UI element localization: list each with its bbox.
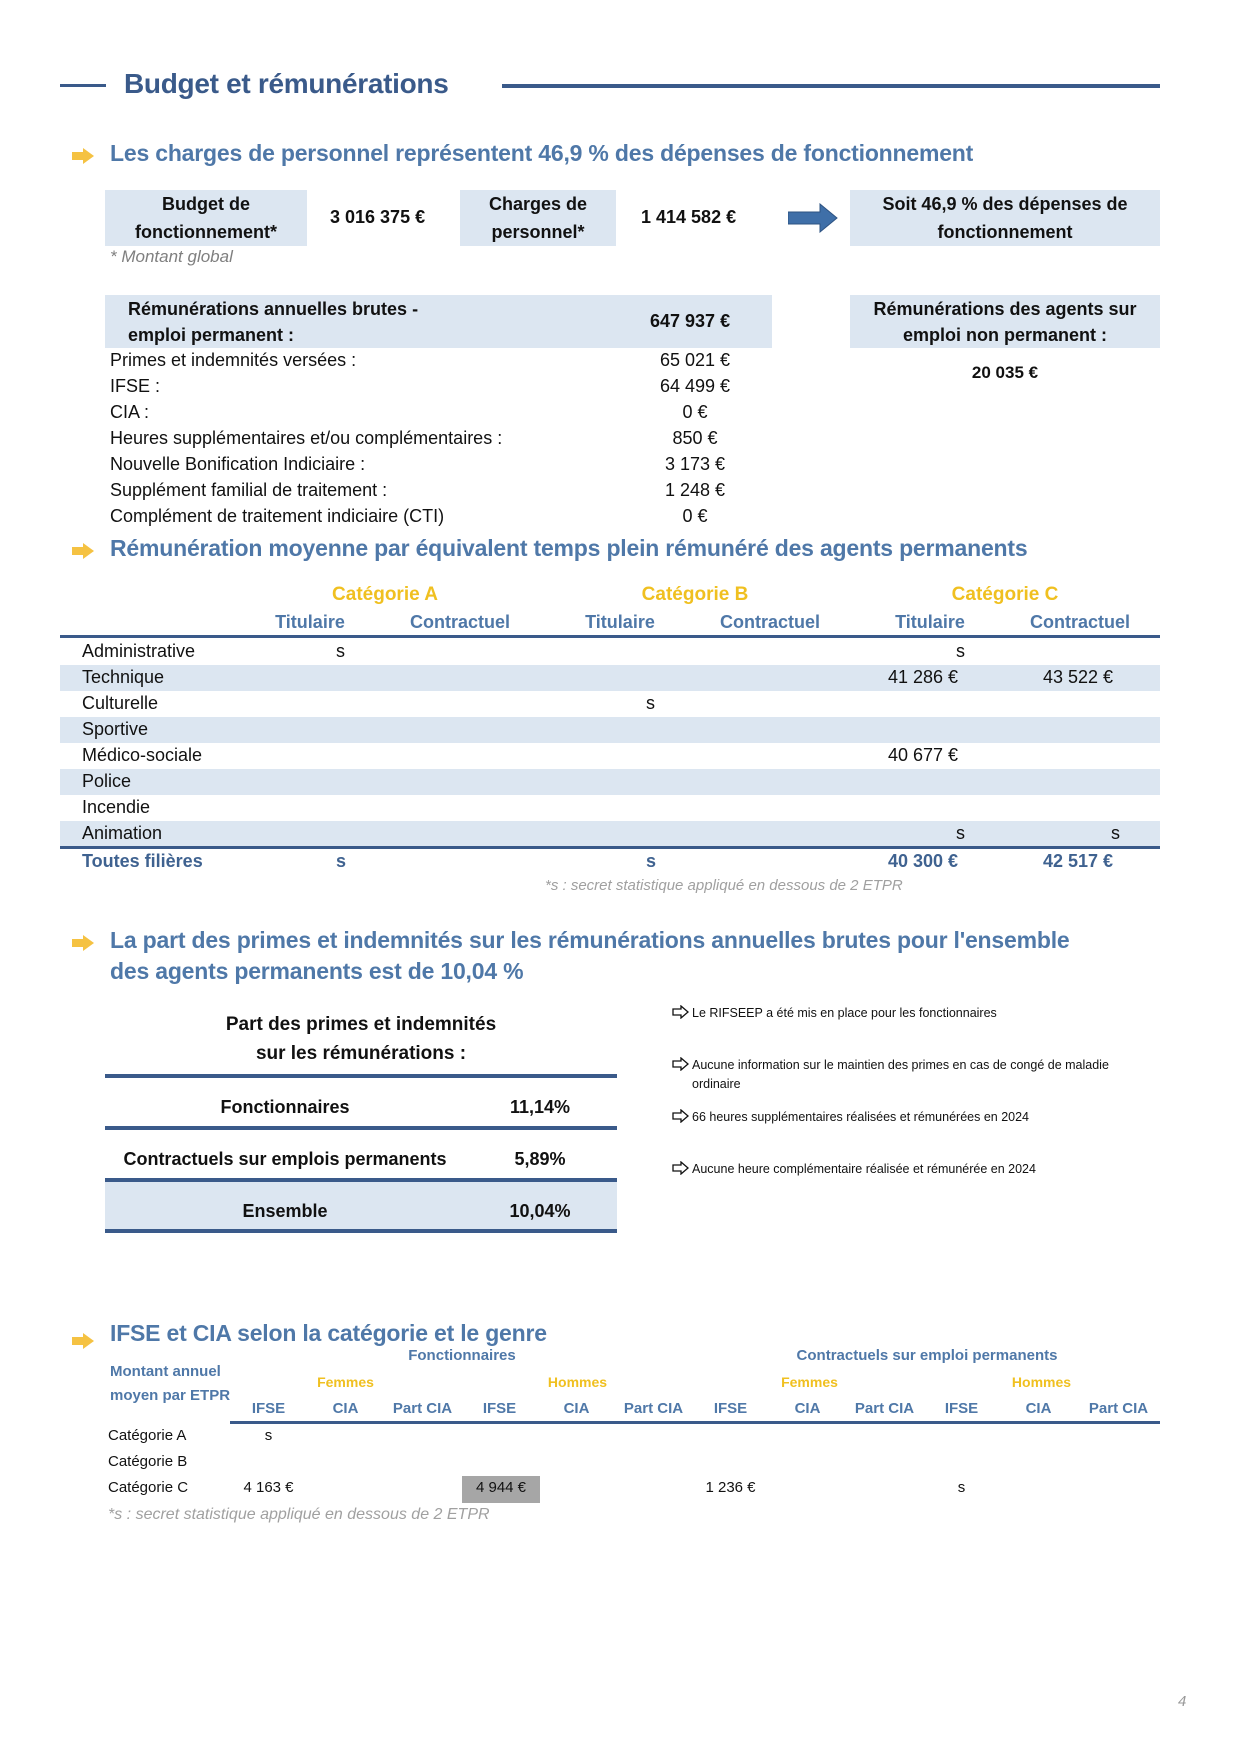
cell-value: s	[646, 693, 655, 713]
subheader: Contractuel	[409, 612, 510, 632]
info-text: 66 heures supplémentaires réalisées et rémunérées en 2024	[692, 1110, 1030, 1124]
section-arrow-icon	[72, 1333, 94, 1349]
ifse-cell-highlighted: 4 944 €	[475, 1479, 527, 1496]
detail-value: 65 021 €	[659, 350, 731, 370]
ifse-row-header-line1: Montant annuel	[110, 1363, 221, 1380]
subheader: Contractuel	[1029, 612, 1130, 632]
subheader: Titulaire	[895, 612, 965, 632]
budget-label-box	[105, 190, 307, 246]
part-table-rule	[105, 1074, 617, 1078]
total-value: s	[646, 851, 657, 871]
part-table-title-line1: Part des primes et indemnités	[225, 1014, 497, 1035]
subheader: Titulaire	[585, 612, 655, 632]
detail-label: Complément de traitement indiciaire (CTI)	[110, 506, 445, 526]
budget-label-line1: Budget de	[162, 194, 250, 214]
ifse-footnote: *s : secret statistique appliqué en dessous de 2 ETPR	[108, 1506, 490, 1523]
part-table-title	[105, 1010, 617, 1068]
filiere-label: Culturelle	[82, 693, 159, 713]
col-header: Part CIA	[392, 1400, 453, 1417]
detail-label: Nouvelle Bonification Indiciaire :	[110, 454, 366, 474]
total-label: Toutes filières	[82, 851, 203, 871]
outline-arrow-icon	[670, 1005, 692, 1019]
col-header: CIA	[794, 1400, 821, 1417]
outline-arrow-icon	[670, 1161, 692, 1175]
category-a-header: Catégorie A	[332, 584, 438, 605]
group-header-contractuels: Contractuels sur emploi permanents	[796, 1347, 1058, 1364]
gender-header: Femmes	[317, 1374, 374, 1390]
section3-heading	[110, 925, 1069, 987]
row-band	[60, 665, 1160, 691]
secret-footnote: *s : secret statistique appliqué en dessous de 2 ETPR	[545, 877, 903, 894]
cell-value: 43 522 €	[1043, 667, 1114, 687]
category-b-header: Catégorie B	[641, 584, 749, 605]
info-item	[670, 1108, 1029, 1127]
col-header: CIA	[332, 1400, 359, 1417]
row-band	[60, 769, 1160, 795]
info-text: Aucune heure complémentaire réalisée et rémunérée en 2024	[692, 1162, 1036, 1176]
col-header: IFSE	[251, 1400, 286, 1417]
filiere-label: Police	[82, 771, 132, 791]
part-row-label: Contractuels sur emplois permanents	[123, 1149, 447, 1169]
detail-label: CIA :	[110, 402, 150, 422]
rem-perm-label-line2: emploi permanent :	[128, 325, 295, 345]
charges-label-box	[460, 190, 616, 246]
part-row-value: 10,04%	[509, 1201, 571, 1221]
title-rule-right	[502, 84, 1160, 88]
charges-value: 1 414 582 €	[641, 207, 737, 227]
rem-perm-value: 647 937 €	[650, 311, 731, 331]
result-line2: fonctionnement	[937, 222, 1073, 242]
outline-arrow-icon	[670, 1109, 692, 1123]
detail-value: 0 €	[682, 402, 708, 422]
detail-label: Heures supplémentaires et/ou complémentaires :	[110, 428, 503, 448]
rem-nonperm-value: 20 035 €	[971, 363, 1039, 382]
section4-heading: IFSE et CIA selon la catégorie et le genre	[110, 1320, 547, 1346]
detail-label: IFSE :	[110, 376, 161, 396]
ifse-cell: 4 163 €	[243, 1479, 294, 1496]
rem-nonperm-line1: Rémunérations des agents sur	[873, 298, 1137, 319]
filiere-label: Médico-sociale	[82, 745, 203, 765]
cell-value: s	[956, 823, 965, 843]
section-arrow-icon	[72, 148, 94, 164]
info-text: Aucune information sur le maintien des primes en cas de congé de maladie ordinaire	[692, 1058, 1109, 1091]
group-header-fonctionnaires: Fonctionnaires	[408, 1347, 516, 1364]
part-row-label: Ensemble	[242, 1201, 328, 1221]
row-band	[60, 717, 1160, 743]
total-value: s	[336, 851, 347, 871]
gender-header: Femmes	[781, 1374, 838, 1390]
detail-value: 0 €	[682, 506, 708, 526]
section3-heading-line1: La part des primes et indemnités sur les rémunérations annuelles brutes pour l'ensemble	[110, 927, 1070, 953]
cell-value: s	[336, 641, 345, 661]
table-total-rule	[60, 846, 1160, 849]
filiere-label: Incendie	[82, 797, 151, 817]
ifse-row-header-line2: moyen par ETPR	[110, 1387, 231, 1404]
part-row-value: 5,89%	[514, 1149, 566, 1169]
detail-label: Supplément familial de traitement :	[110, 480, 388, 500]
filiere-label: Sportive	[82, 719, 149, 739]
section2-heading: Rémunération moyenne par équivalent temps plein rémunéré des agents permanents	[110, 535, 1028, 561]
info-item	[670, 1160, 1036, 1179]
ifse-row-label: Catégorie A	[108, 1427, 187, 1444]
section-arrow-icon	[72, 935, 94, 951]
charges-label-line2: personnel*	[491, 222, 585, 242]
ifse-row-label: Catégorie C	[108, 1479, 189, 1496]
table-header-rule	[60, 635, 1160, 638]
rem-nonperm-line2: emploi non permanent :	[902, 324, 1107, 345]
detail-value: 850 €	[672, 428, 718, 448]
result-box	[850, 190, 1160, 246]
rem-perm-label	[128, 296, 418, 348]
cell-value: s	[1111, 823, 1120, 843]
ifse-row-label: Catégorie B	[108, 1453, 188, 1470]
ifse-cell: s	[264, 1427, 273, 1444]
part-table-rule	[105, 1229, 617, 1233]
col-header: CIA	[1025, 1400, 1052, 1417]
col-header: CIA	[563, 1400, 590, 1417]
gender-header: Hommes	[1011, 1374, 1072, 1390]
ifse-cell: 1 236 €	[705, 1479, 756, 1496]
col-header: Part CIA	[623, 1400, 684, 1417]
section-arrow-icon	[72, 543, 94, 559]
total-value: 42 517 €	[1043, 851, 1114, 871]
budget-value: 3 016 375 €	[330, 207, 426, 227]
detail-value: 1 248 €	[664, 480, 726, 500]
charges-label-line1: Charges de	[488, 194, 588, 214]
subheader: Titulaire	[275, 612, 345, 632]
detail-value: 64 499 €	[659, 376, 731, 396]
montant-global-footnote: * Montant global	[110, 247, 233, 266]
info-item	[670, 1004, 997, 1023]
info-text: Le RIFSEEP a été mis en place pour les fonctionnaires	[692, 1006, 997, 1020]
detail-label: Primes et indemnités versées :	[110, 350, 357, 370]
detail-value: 3 173 €	[664, 454, 726, 474]
page-title: Budget et rémunérations	[124, 68, 449, 99]
ifse-cell: s	[957, 1479, 966, 1496]
filiere-label: Technique	[82, 667, 165, 687]
gender-header: Hommes	[547, 1374, 608, 1390]
outline-arrow-icon	[670, 1057, 692, 1071]
cell-value: 41 286 €	[888, 667, 959, 687]
col-header: Part CIA	[1088, 1400, 1149, 1417]
col-header: IFSE	[482, 1400, 517, 1417]
cell-value: s	[956, 641, 965, 661]
category-c-header: Catégorie C	[951, 584, 1059, 605]
title-rule-left	[60, 84, 106, 87]
part-row-label: Fonctionnaires	[220, 1097, 350, 1117]
row-band	[60, 821, 1160, 847]
cell-value: 40 677 €	[888, 745, 959, 765]
part-table-title-line2: sur les rémunérations :	[255, 1043, 467, 1064]
col-header: IFSE	[944, 1400, 979, 1417]
part-row-value: 11,14%	[509, 1097, 571, 1117]
budget-label-line2: fonctionnement*	[135, 222, 277, 242]
ifse-header-rule	[230, 1421, 1160, 1424]
total-value: 40 300 €	[888, 851, 959, 871]
subheader: Contractuel	[719, 612, 820, 632]
col-header: Part CIA	[854, 1400, 915, 1417]
ifse-row-header	[110, 1360, 230, 1408]
rem-nonperm-box	[850, 295, 1160, 348]
filiere-label: Administrative	[82, 641, 196, 661]
info-item	[670, 1056, 1150, 1094]
rem-perm-label-line1: Rémunérations annuelles brutes -	[128, 299, 419, 319]
section3-heading-line2: des agents permanents est de 10,04 %	[110, 958, 524, 984]
right-arrow-icon	[788, 203, 838, 233]
part-table-rule	[105, 1126, 617, 1130]
page-number: 4	[1178, 1693, 1187, 1710]
section1-heading: Les charges de personnel représentent 46,9 % des dépenses de fonctionnement	[110, 140, 974, 166]
filiere-label: Animation	[82, 823, 163, 843]
result-line1: Soit 46,9 % des dépenses de	[882, 194, 1128, 214]
col-header: IFSE	[713, 1400, 748, 1417]
